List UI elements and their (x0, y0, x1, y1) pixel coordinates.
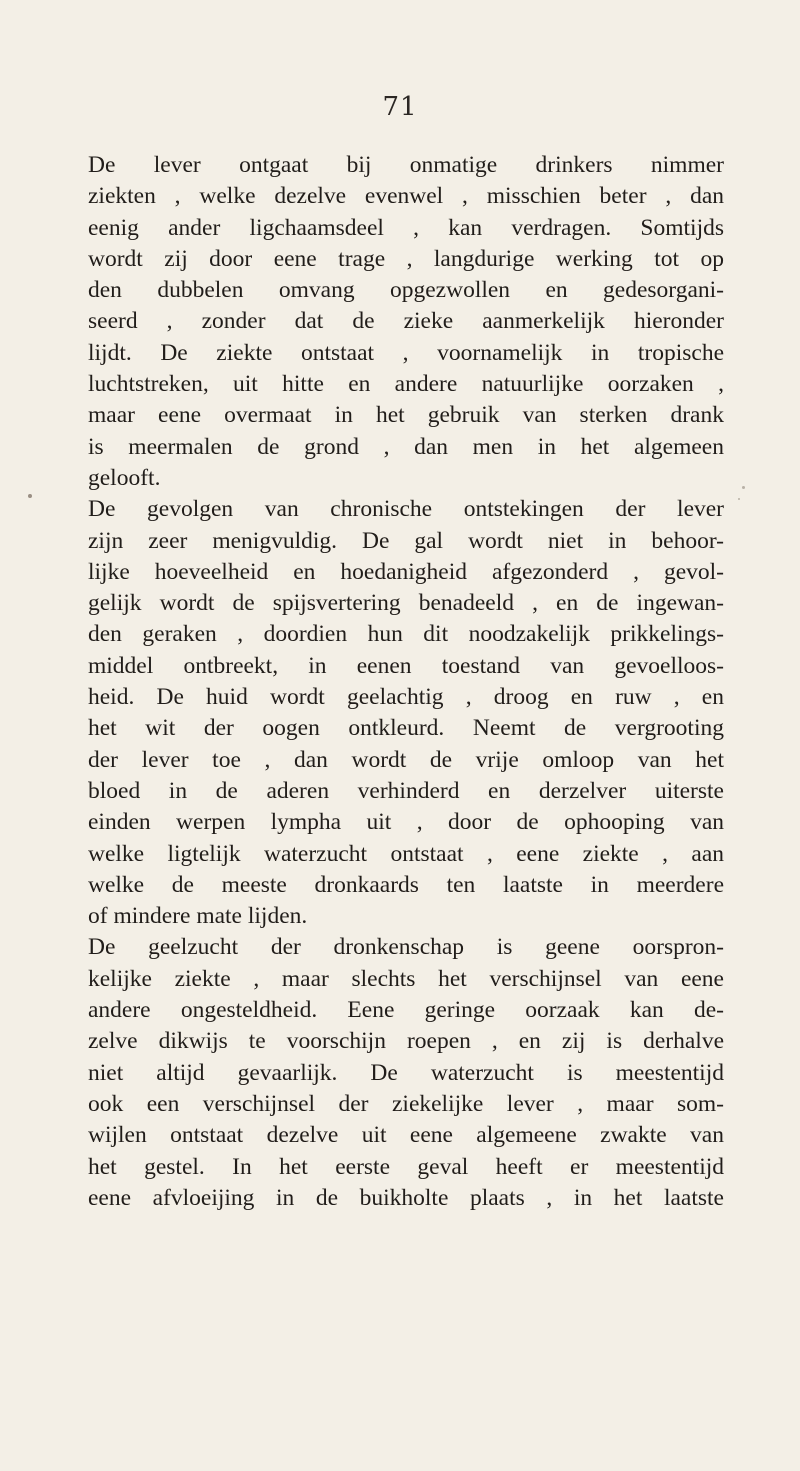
text-line: den dubbelen omvang opgezwollen en gedesorgani- (88, 277, 724, 304)
text-line: bloed in de aderen verhinderd en derzelver uiterste (88, 777, 724, 804)
text-line: eenig ander ligchaamsdeel , kan verdragen. Somtijds (88, 214, 724, 241)
text-line: De lever ontgaat bij onmatige drinkers nimmer (88, 152, 724, 178)
text-line: niet altijd gevaarlijk. De waterzucht is meestentijd (88, 1059, 724, 1086)
text-line: seerd , zonder dat de zieke aanmerkelijk hieronder (88, 308, 724, 335)
text-line: andere ongesteldheid. Eene geringe oorzaak kan de- (88, 997, 724, 1024)
text-line: zijn zeer menigvuldig. De gal wordt niet in behoor- (88, 527, 724, 554)
text-line: ook een verschijnsel der ziekelijke lever , maar som- (88, 1090, 724, 1117)
text-line: eene afvloeijing in de buikholte plaats , in het laatste (88, 1184, 724, 1211)
text-line: wordt zij door eene trage , langdurige werking tot op (88, 245, 724, 272)
paper-speck (742, 486, 745, 489)
text-line: lijdt. De ziekte ontstaat , voornamelijk in tropische (88, 339, 724, 366)
text-line: wijlen ontstaat dezelve uit eene algemeene zwakte van (88, 1122, 724, 1149)
text-line: gelooft. (88, 464, 161, 491)
text-line: welke ligtelijk waterzucht ontstaat , eene ziekte , aan (88, 840, 724, 867)
paper-speck (28, 494, 32, 498)
text-line: einden werpen lympha uit , door de ophooping van (88, 809, 724, 836)
text-line: is meermalen de grond , dan men in het algemeen (88, 433, 724, 460)
text-line: het wit der oogen ontkleurd. Neemt de vergrooting (88, 715, 724, 742)
text-line: De gevolgen van chronische ontstekingen der lever (88, 496, 724, 523)
paper-speck (738, 498, 740, 500)
text-line: maar eene overmaat in het gebruik van sterken drank (88, 402, 724, 429)
text-line: lijke hoeveelheid en hoedanigheid afgezonderd , gevol- (88, 558, 724, 585)
text-line: het gestel. In het eerste geval heeft er meestentijd (88, 1153, 724, 1180)
text-line: der lever toe , dan wordt de vrije omloop van het (88, 746, 724, 773)
page-number: 71 (382, 92, 418, 122)
text-line: De geelzucht der dronkenschap is geene oorspron- (88, 934, 724, 961)
text-line: zelve dikwijs te voorschijn roepen , en zij is derhalve (88, 1028, 724, 1055)
body-text (88, 150, 724, 1214)
text-line: heid. De huid wordt geelachtig , droog en ruw , en (88, 684, 724, 711)
text-line: luchtstreken, uit hitte en andere natuurlijke oorzaken , (88, 371, 724, 398)
text-line: ziekten , welke dezelve evenwel , misschien beter , dan (88, 183, 724, 210)
text-line: den geraken , doordien hun dit noodzakelijk prikkelings- (88, 621, 724, 648)
text-line: gelijk wordt de spijsvertering benadeeld , en de ingewan- (88, 590, 724, 617)
text-line: welke de meeste dronkaards ten laatste in meerdere (88, 871, 724, 898)
text-line: middel ontbreekt, in eenen toestand van gevoelloos- (88, 652, 724, 679)
text-line: of mindere mate lijden. (88, 903, 308, 930)
text-line: kelijke ziekte , maar slechts het verschijnsel van eene (88, 965, 724, 992)
